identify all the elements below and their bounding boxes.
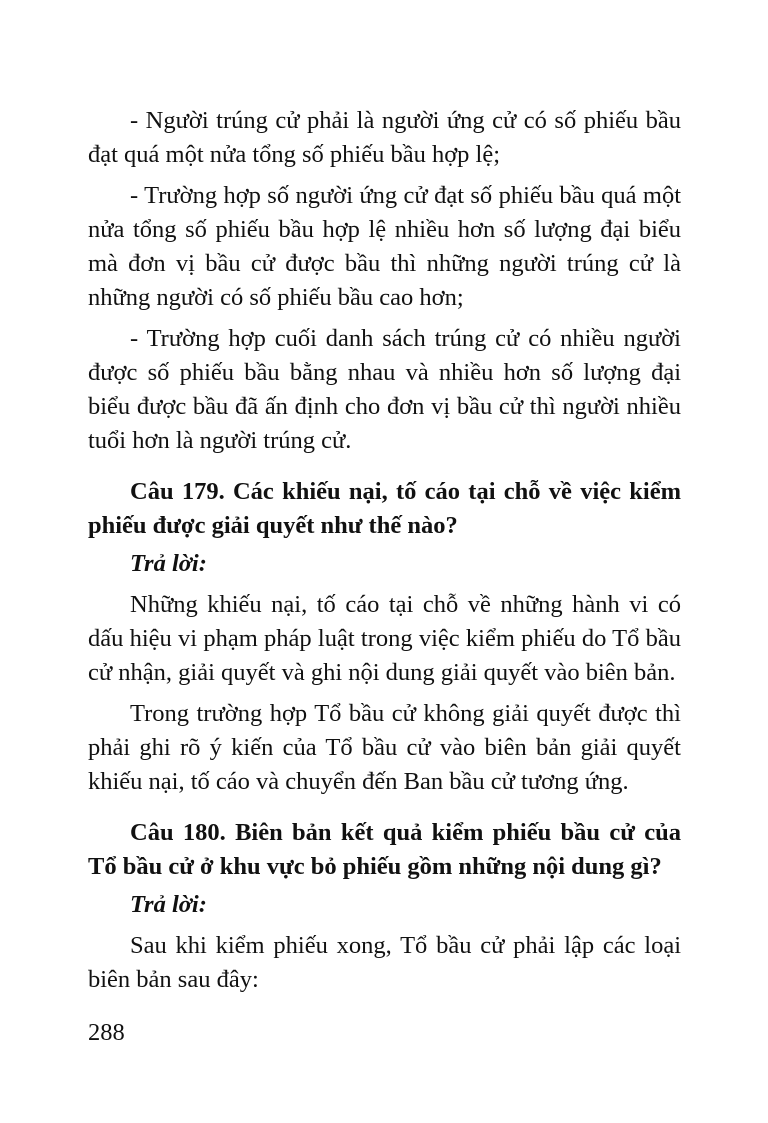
question-179-answer-paragraph: Trong trường hợp Tổ bầu cử không giải quyết được thì phải ghi rõ ý kiến của Tổ bầu cử vào biên bản giải quyết khiếu nại, tố cáo và chuyển đến Ban bầu cử tương ứng. (88, 700, 681, 795)
question-179-answer-paragraph: Những khiếu nại, tố cáo tại chỗ về những hành vi có dấu hiệu vi phạm pháp luật trong việc kiểm phiếu do Tổ bầu cử nhận, giải quyết và ghi nội dung giải quyết vào biên bản. (88, 591, 681, 686)
paragraph-more-winners-than-seats: - Trường hợp số người ứng cử đạt số phiếu bầu quá một nửa tổng số phiếu bầu hợp lệ nhiều hơn số lượng đại biểu mà đơn vị bầu cử được bầu thì những người trúng cử là những người có số phiếu bầu cao hơn; (88, 182, 681, 311)
paragraph-winner-majority: - Người trúng cử phải là người ứng cử có số phiếu bầu đạt quá một nửa tổng số phiếu bầu hợp lệ; (88, 107, 681, 168)
question-179-title: Câu 179. Các khiếu nại, tố cáo tại chỗ về việc kiểm phiếu được giải quyết như thế nào? (88, 478, 681, 539)
page-number: 288 (88, 1019, 125, 1046)
question-180-answer-label: Trả lời: (130, 891, 207, 918)
question-180-answer-paragraph: Sau khi kiểm phiếu xong, Tổ bầu cử phải lập các loại biên bản sau đây: (88, 932, 681, 993)
page-body (88, 104, 681, 997)
question-180-title: Câu 180. Biên bản kết quả kiểm phiếu bầu cử của Tổ bầu cử ở khu vực bỏ phiếu gồm những nội dung gì? (88, 819, 681, 880)
paragraph-tie-oldest-wins: - Trường hợp cuối danh sách trúng cử có nhiều người được số phiếu bầu bằng nhau và nhiều hơn số lượng đại biểu được bầu đã ấn định cho đơn vị bầu cử thì người nhiều tuổi hơn là người trúng cử. (88, 325, 681, 454)
question-179-answer-label: Trả lời: (130, 550, 207, 577)
